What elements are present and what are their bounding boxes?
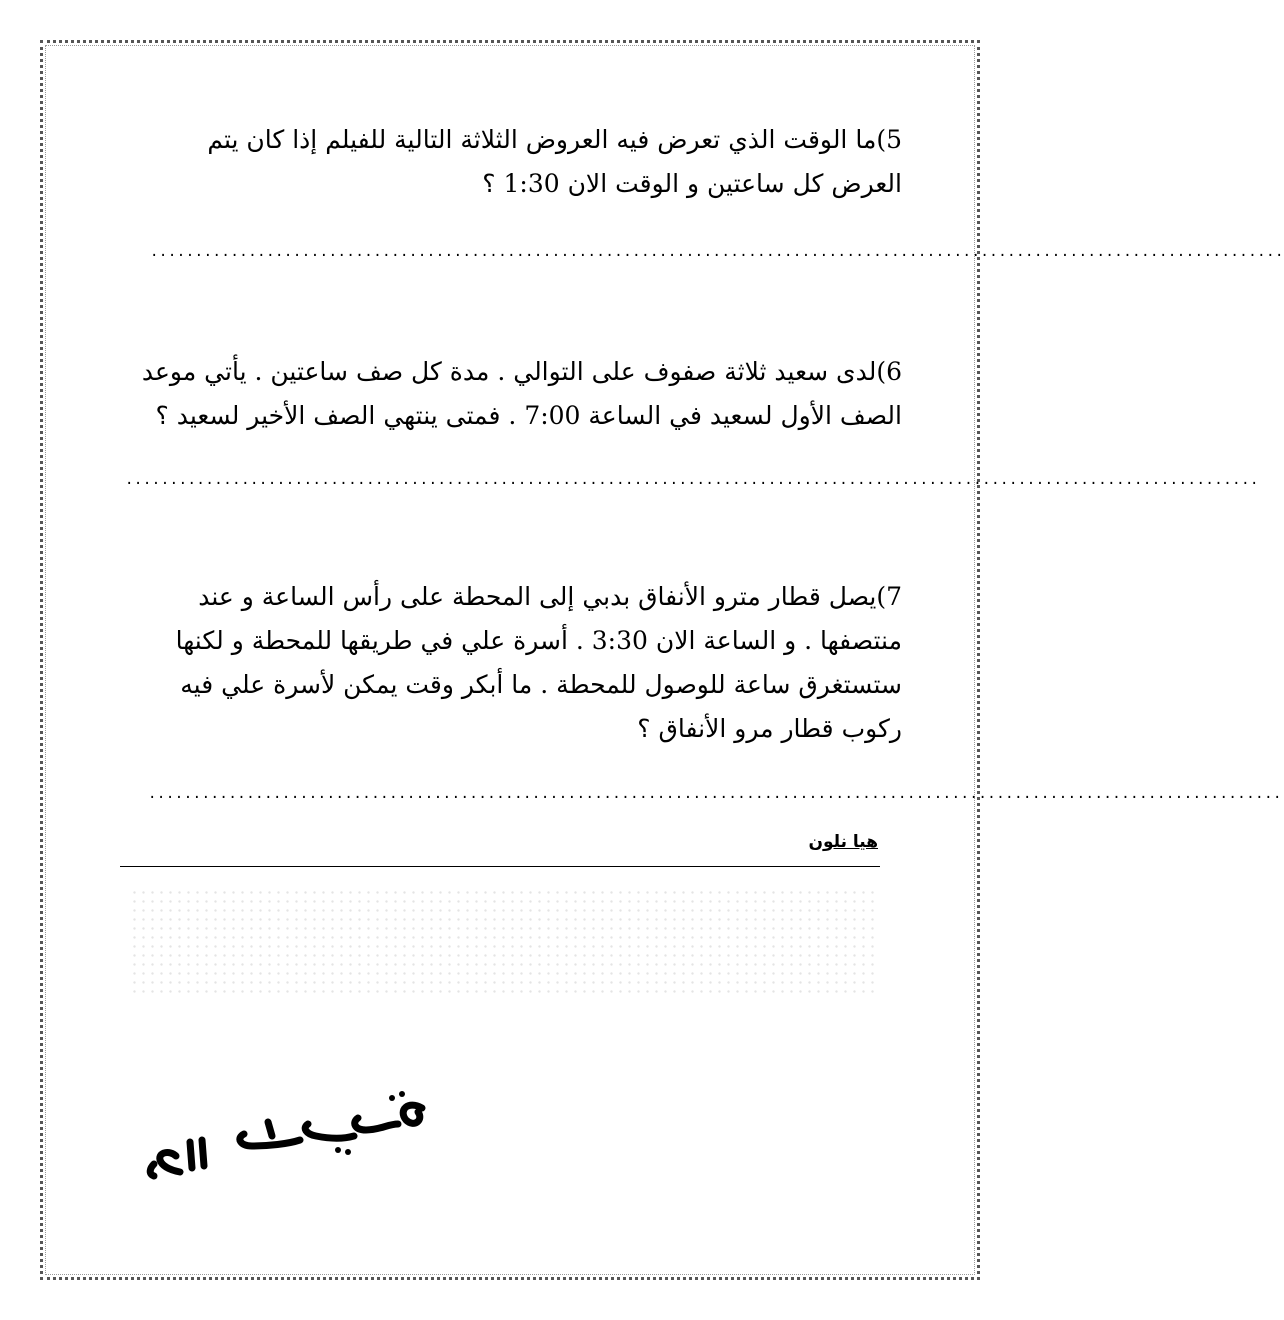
answer-line-6: ............................................................................................................................... (125, 472, 1259, 488)
answer-line-5: ............................................................................................................................... (150, 244, 1284, 260)
closing-signature-image (140, 1080, 440, 1190)
question-5: 5)ما الوقت الذي تعرض فيه العروض الثلاثة التالية للفيلم إذا كان يتم العرض كل ساعتين و الوقت الان 1:30 ؟ (207, 125, 902, 198)
answer-line-7: ............................................................................................................................... (148, 786, 1282, 802)
faded-text-block (130, 888, 875, 993)
horizontal-rule (120, 866, 880, 867)
question-7: 7)يصل قطار مترو الأنفاق بدبي إلى المحطة على رأس الساعة و عند منتصفها . و الساعة الان 3:30 . أسرة علي في طريقها للمحطة و لكنها ستستغرق ساعة للوصول للمحطة . ما أبكر وقت يمكن لأسرة علي فيه ركوب قطار مرو الأنفاق ؟ (175, 582, 902, 743)
question-6: 6)لدى سعيد ثلاثة صفوف على التوالي . مدة كل صف ساعتين . يأتي موعد الصف الأول لسعيد في الساعة 7:00 . فمتى ينتهي الصف الأخير لسعيد ؟ (141, 357, 902, 430)
credit-label: هيا نلون (808, 832, 878, 852)
